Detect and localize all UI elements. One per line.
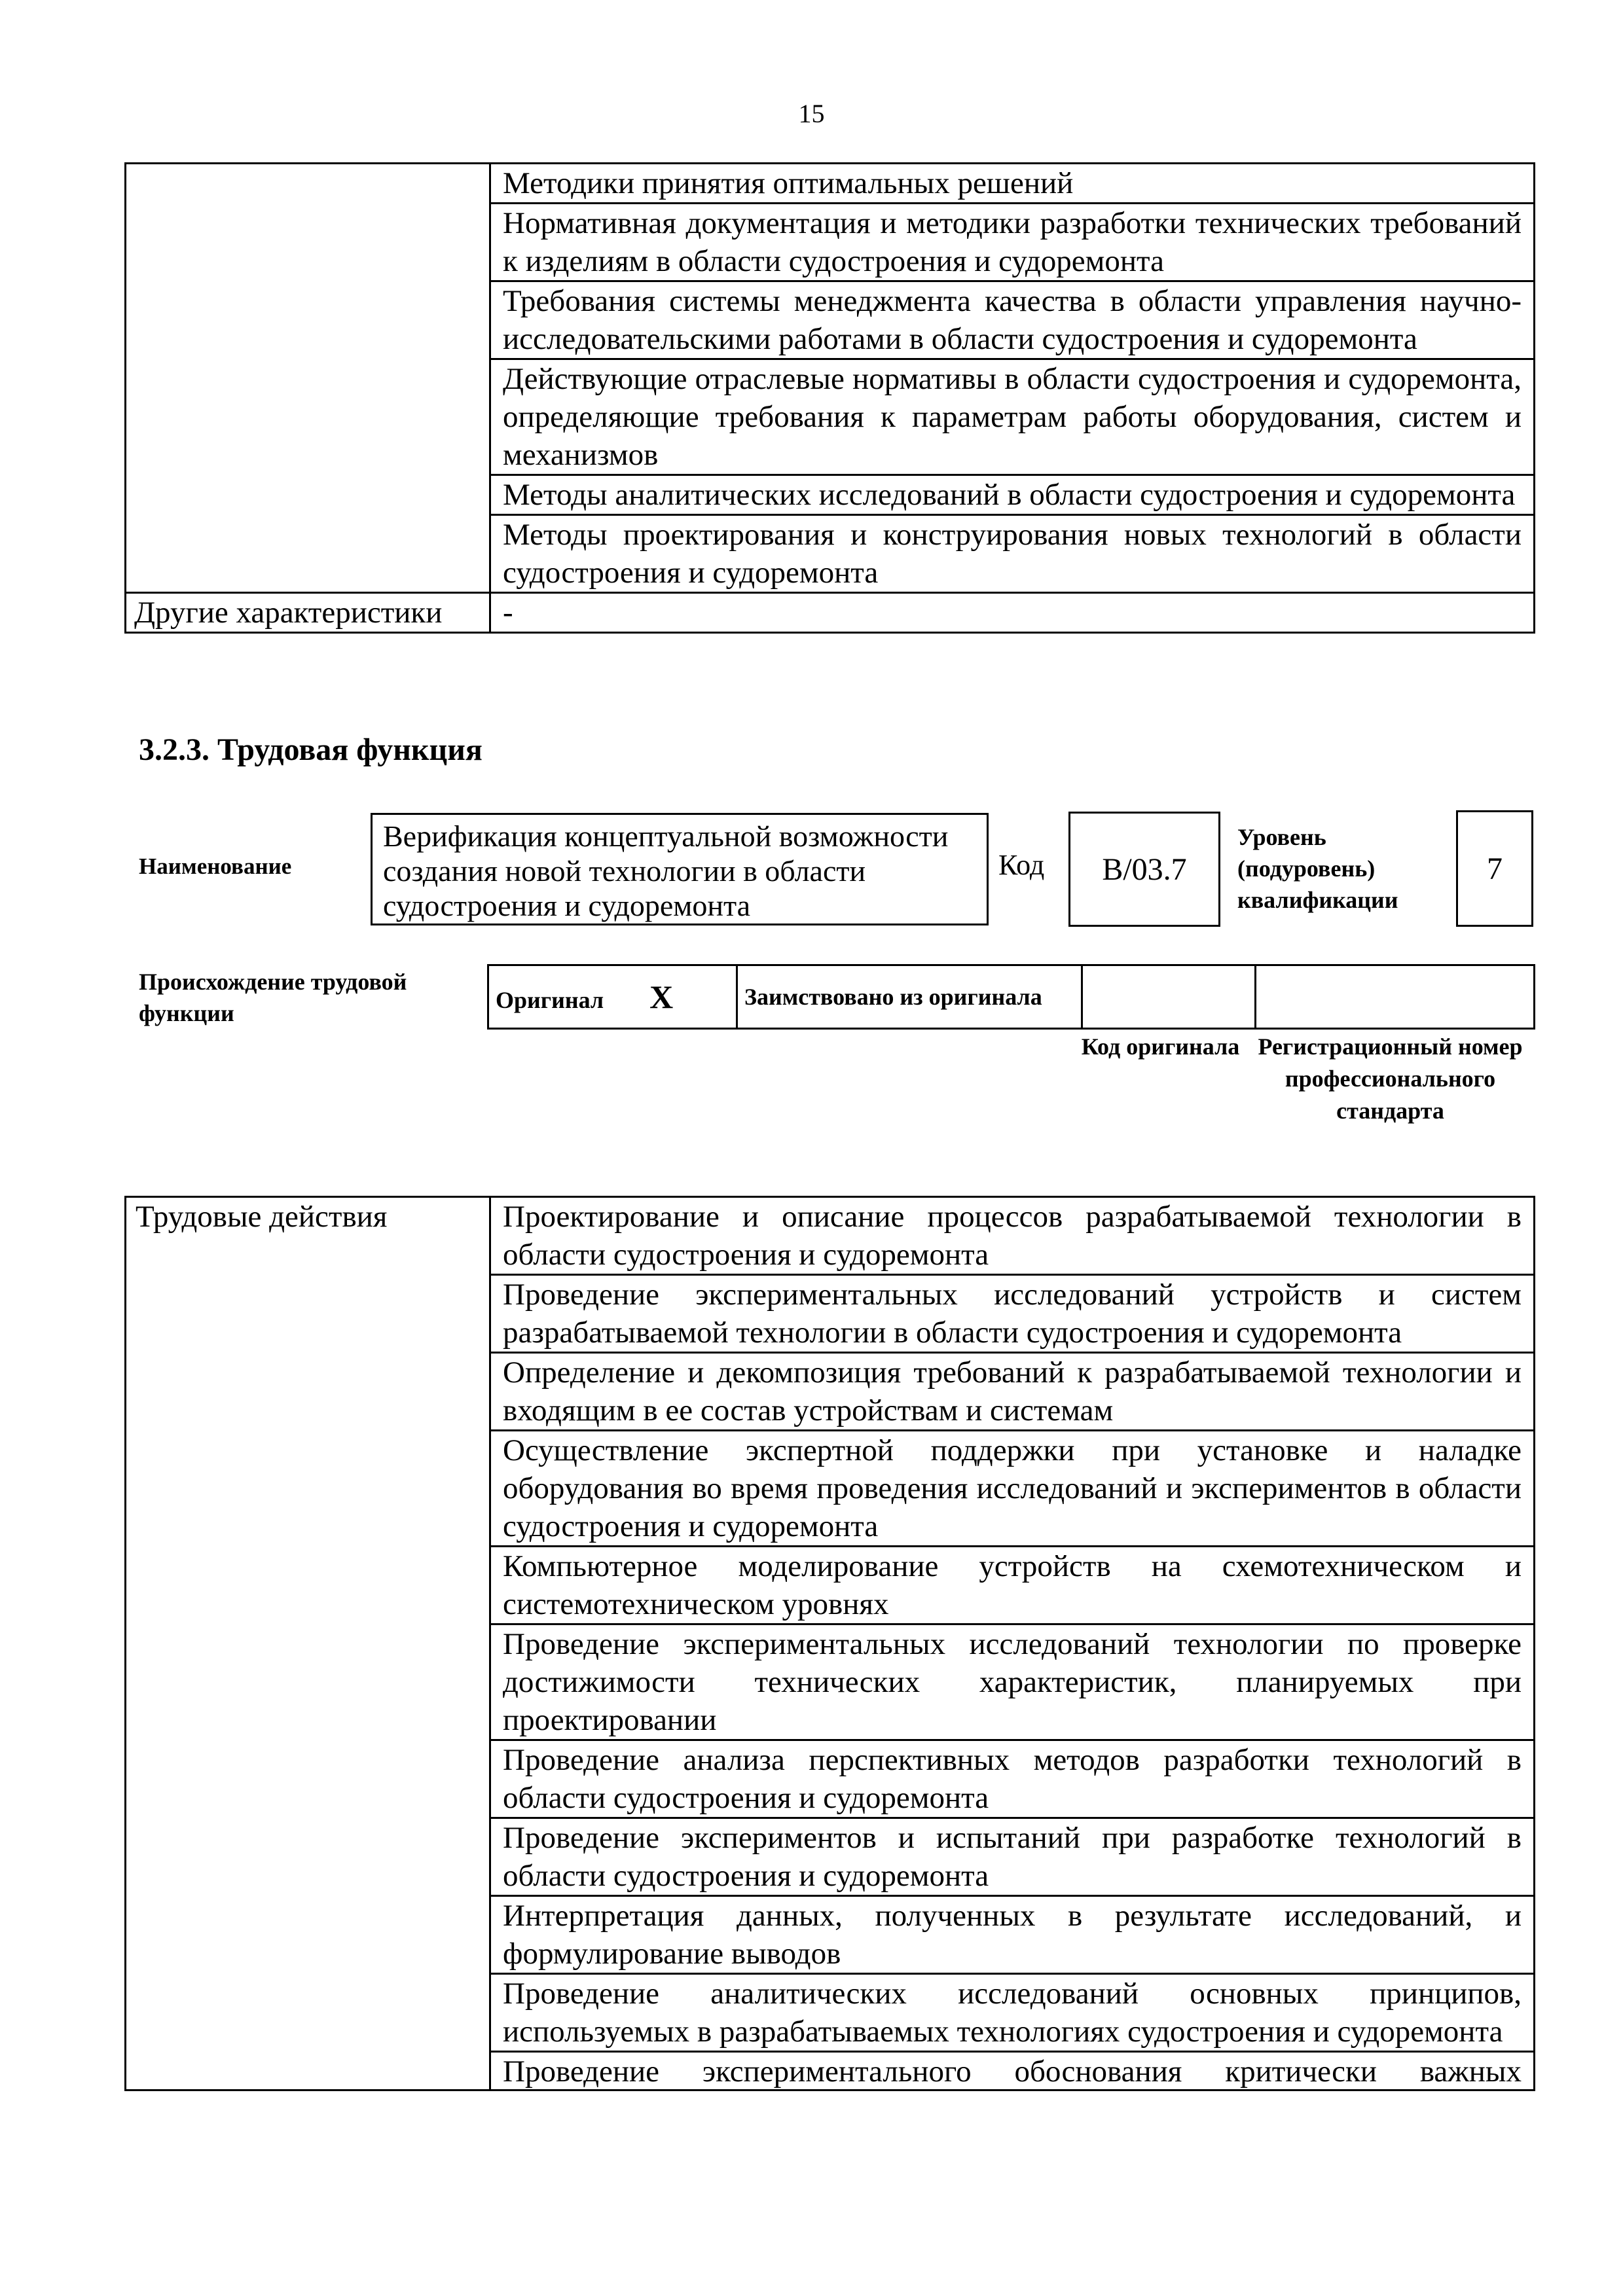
table-cell: Проведение экспериментальных исследований устройств и систем разрабатываемой технологии в области судостроения и судоремонта [490, 1275, 1535, 1353]
reg-number-caption: Регистрационный номер профессионального стандарта [1258, 1033, 1523, 1124]
table-cell: Компьютерное моделирование устройств на схемотехническом и системотехническом уровнях [490, 1547, 1535, 1624]
code-label: Код [998, 849, 1045, 881]
original-cell [488, 965, 737, 1029]
code-value-box: B/03.7 [1068, 812, 1220, 927]
labor-actions-label: Трудовые действия [126, 1197, 490, 2090]
table-cell: Методы аналитических исследований в области судостроения и судоремонта [490, 475, 1535, 515]
table-cell: Требования системы менеджмента качества в области управления научно-исследовательскими работами в области судостроения и судоремонта [490, 281, 1535, 359]
borrowed-cell [737, 965, 1082, 1029]
table-cell: Нормативная документация и методики разработки технических требований к изделиям в области судостроения и судоремонта [490, 204, 1535, 281]
table-cell: Проведение анализа перспективных методов разработки технологий в области судостроения и судоремонта [490, 1740, 1535, 1818]
table-cell: Методы проектирования и конструирования новых технологий в области судостроения и судоремонта [490, 515, 1535, 593]
table-cell-text: Проведение экспериментального обоснования критически важных [503, 2054, 1522, 2089]
other-characteristics-label: Другие характеристики [126, 593, 490, 633]
labor-actions-table [124, 1196, 1535, 2091]
table-cell: Проведение аналитических исследований основных принципов, используемых в разрабатываемых технологиях судостроения и судоремонта [490, 1974, 1535, 2052]
table-cell: Проведение экспериментальных исследований технологии по проверке достижимости технических характеристик, планируемых при проектировании [490, 1624, 1535, 1740]
original-label: Оригинал [496, 987, 604, 1013]
origin-label: Происхождение трудовой функции [139, 969, 407, 1026]
origin-table [487, 964, 1535, 1030]
table-cell: Действующие отраслевые нормативы в области судостроения и судоремонта, определяющие требования к параметрам работы оборудования, систем и механизмов [490, 359, 1535, 475]
table-row [126, 1197, 1535, 1275]
section-heading: 3.2.3. Трудовая функция [139, 732, 483, 767]
page-number: 15 [798, 99, 825, 128]
table-cell: Методики принятия оптимальных решений [490, 164, 1535, 204]
function-name-box: Верификация концептуальной возможности создания новой технологии в области судостроения и судоремонта [371, 813, 989, 925]
code-original-caption: Код оригинала [1081, 1033, 1240, 1060]
reg-number-cell [1256, 965, 1535, 1029]
table-cell: Проектирование и описание процессов разрабатываемой технологии в области судостроения и судоремонта [490, 1197, 1535, 1275]
code-original-cell [1082, 965, 1256, 1029]
table-row [126, 164, 1535, 204]
table-cell: Проведение экспериментов и испытаний при разработке технологий в области судостроения и судоремонта [490, 1818, 1535, 1896]
borrowed-label: Заимствовано из оригинала [744, 984, 1042, 1010]
table-cell: Определение и декомпозиция требований к разрабатываемой технологии и входящим в ее состав устройствам и системам [490, 1353, 1535, 1431]
knowledge-table [124, 162, 1535, 634]
level-label: Уровень (подуровень) квалификации [1237, 824, 1398, 913]
name-label: Наименование [139, 853, 292, 879]
original-mark: X [649, 978, 674, 1015]
table-row [488, 965, 1535, 1029]
level-value-box: 7 [1456, 810, 1533, 927]
table-cell [490, 2052, 1535, 2090]
other-characteristics-value: - [490, 593, 1535, 633]
table-cell: Осуществление экспертной поддержки при установке и наладке оборудования во время проведения исследований и экспериментов в области судостроения и судоремонта [490, 1431, 1535, 1547]
table-cell-empty [126, 164, 490, 593]
table-row [126, 593, 1535, 633]
table-cell: Интерпретация данных, полученных в результате исследований, и формулирование выводов [490, 1896, 1535, 1974]
